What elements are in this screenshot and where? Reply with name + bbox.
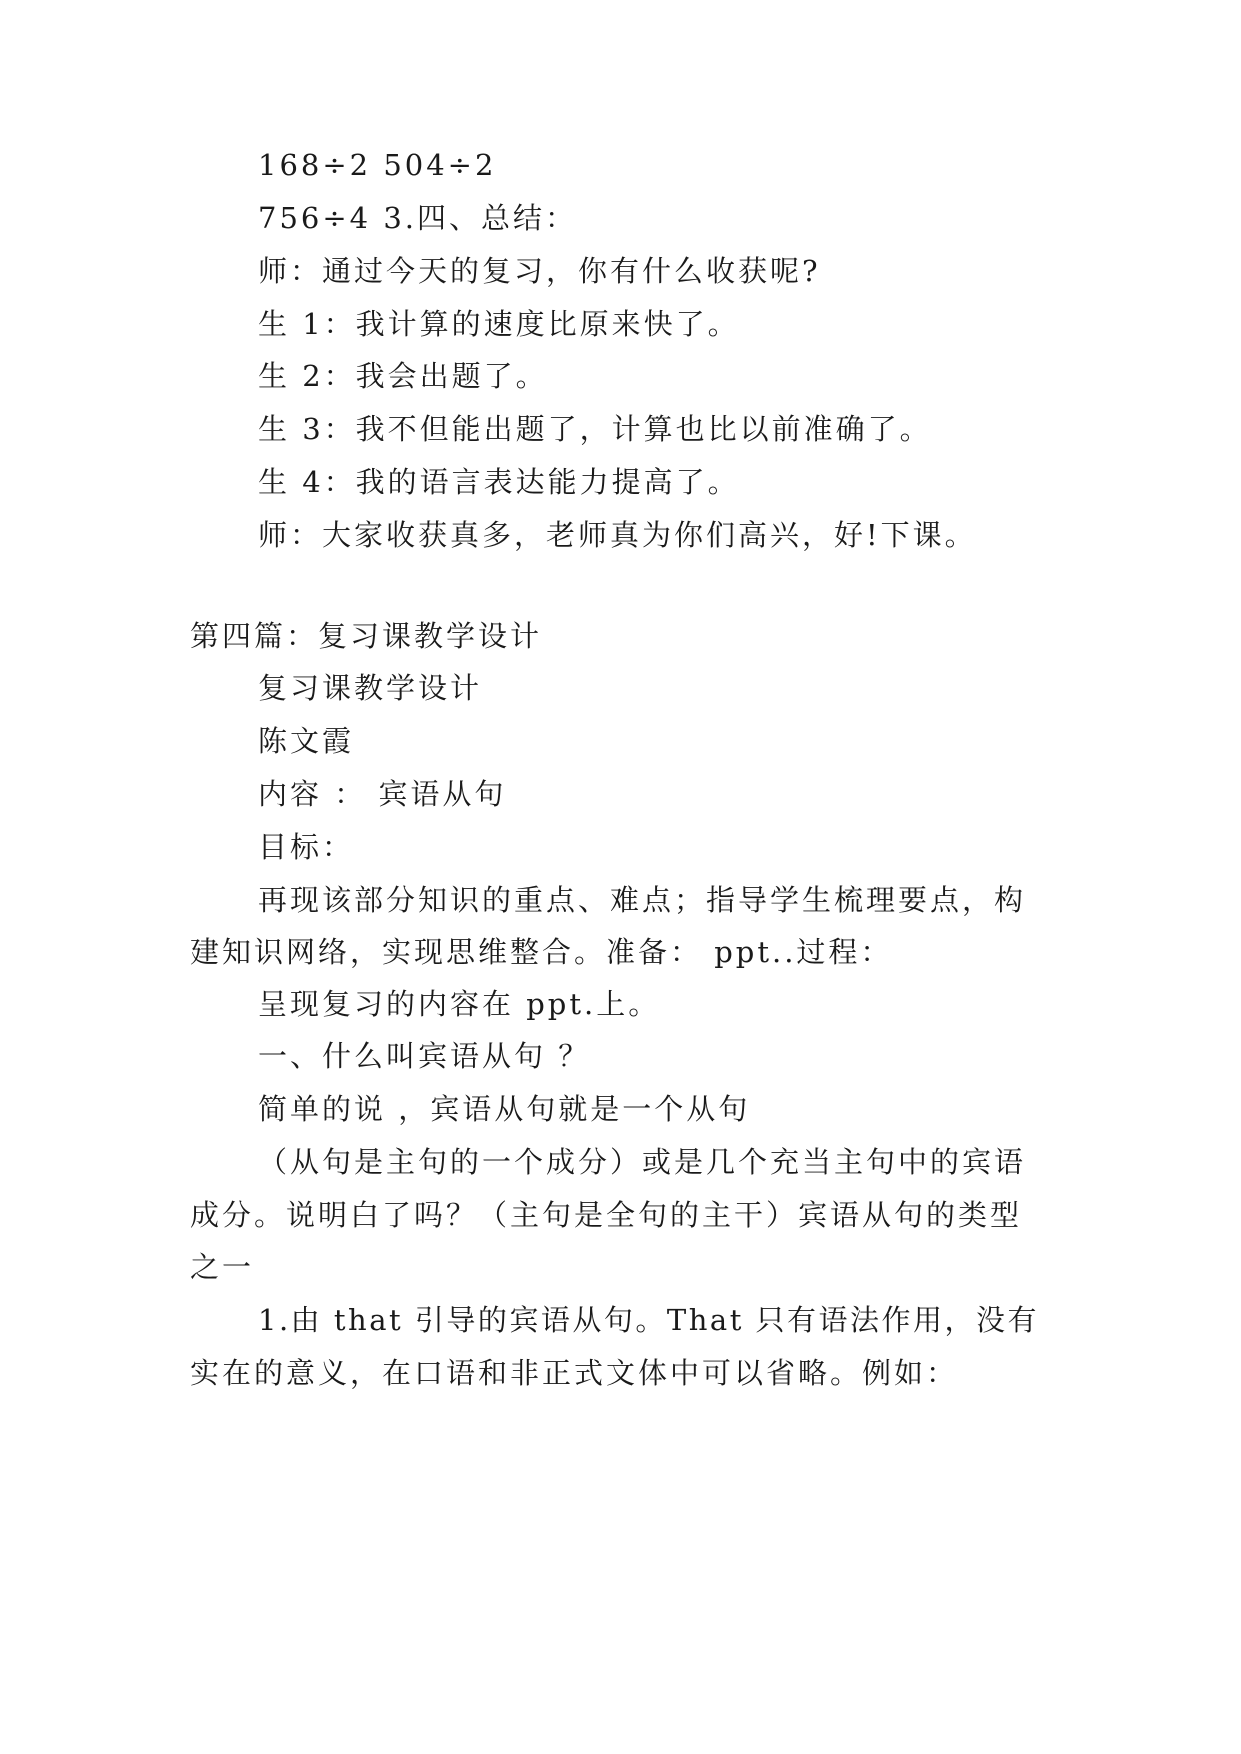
author-name: 陈文霞 bbox=[258, 724, 355, 758]
text-line: 生 3：我不但能出题了，计算也比以前准确了。 bbox=[258, 412, 932, 446]
text-line: 168÷2 504÷2 bbox=[258, 148, 497, 182]
text-line: 生 2：我会出题了。 bbox=[258, 359, 548, 393]
text-line: 师：通过今天的复习，你有什么收获呢? bbox=[258, 254, 821, 288]
question-line: 一、什么叫宾语从句 ？ bbox=[258, 1039, 591, 1073]
content-line: 内容 ： 宾语从句 bbox=[258, 777, 507, 811]
present-line: 呈现复习的内容在 ppt.上。 bbox=[258, 987, 661, 1021]
definition-line: 之一 bbox=[190, 1250, 255, 1284]
text-line: 756÷4 3.四、总结： bbox=[258, 201, 577, 235]
definition-line: （从句是主句的一个成分）或是几个充当主句中的宾语 bbox=[258, 1145, 1027, 1179]
text-line: 生 1：我计算的速度比原来快了。 bbox=[258, 307, 740, 341]
definition-line: 简单的说 ，宾语从句就是一个从句 bbox=[258, 1092, 751, 1126]
goal-text: 建知识网络，实现思维整合。准备： ppt..过程： bbox=[190, 935, 893, 969]
text-line: 师：大家收获真多，老师真为你们高兴，好!下课。 bbox=[258, 518, 977, 552]
section-heading: 第四篇：复习课教学设计 bbox=[190, 619, 543, 653]
type-line: 1.由 that 引导的宾语从句。That 只有语法作用，没有 bbox=[258, 1303, 1040, 1337]
text-line: 生 4：我的语言表达能力提高了。 bbox=[258, 465, 740, 499]
definition-line: 成分。说明白了吗？（主句是全句的主干）宾语从句的类型 bbox=[190, 1198, 1023, 1232]
goal-label: 目标： bbox=[258, 830, 355, 864]
goal-text: 再现该部分知识的重点、难点；指导学生梳理要点，构 bbox=[258, 883, 1027, 917]
document-title: 复习课教学设计 bbox=[258, 671, 483, 705]
type-line: 实在的意义，在口语和非正式文体中可以省略。例如： bbox=[190, 1356, 959, 1390]
